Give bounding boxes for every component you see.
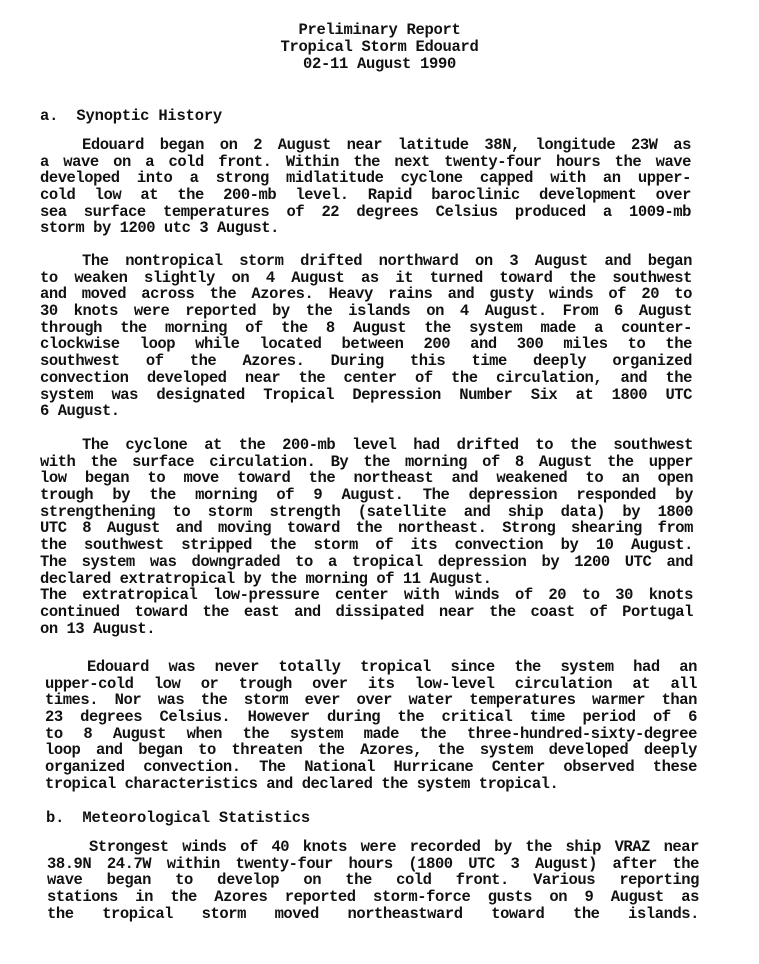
text-line: The extratropical low-pressure center with winds of 20 to 30 knots	[40, 586, 693, 605]
text-line: the southwest stripped the storm of its convection by 10 August.	[40, 536, 693, 555]
text-line: system was designated Tropical Depression Number Six at 1800 UTC	[40, 385, 692, 404]
text-line: tropical characteristics and declared the system tropical.	[45, 774, 559, 793]
storm-dates: 02-11 August 1990	[302, 55, 457, 73]
text-line: stations in the Azores reported storm-force gusts on 9 August as	[47, 888, 699, 907]
text-line: clockwise loop while located between 200 and 300 miles to the	[40, 335, 692, 354]
text-line: 23 degrees Celsius. However during the critical time period of 6	[45, 708, 697, 727]
text-line: Edouard was never totally tropical since the system had an	[87, 658, 697, 676]
text-line: a wave on a cold front. Within the next twenty-four hours the wave	[40, 152, 691, 171]
text-line: wave began to develop on the cold front. Various reporting	[47, 871, 699, 890]
text-line: The cyclone at the 200-mb level had drifted to the southwest	[82, 436, 693, 454]
text-line: UTC 8 August and moving toward the northeast. Strong shearing from	[40, 519, 693, 538]
text-line: on 13 August.	[40, 619, 156, 638]
text-line: Strongest winds of 40 knots were recorded by the ship VRAZ near	[89, 838, 699, 856]
storm-name: Tropical Storm Edouard	[280, 38, 479, 56]
text-line: convection developed near the center of the circulation, and the	[40, 368, 692, 387]
text-line: strengthening to storm strength (satellite and ship data) by 1800	[40, 502, 693, 521]
text-line: to weaken slightly on 4 August as it turned toward the southwest	[40, 268, 692, 287]
text-line: developed into a strong midlatitude cyclone capped with an upper-	[40, 169, 691, 188]
text-line: organized convection. The National Hurricane Center observed these	[45, 758, 697, 777]
paragraph	[45, 659, 697, 793]
section-heading-meteorological-statistics: b. Meteorological Statistics	[46, 809, 310, 827]
text-line: with the surface circulation. By the morning of 8 August the upper	[40, 452, 693, 471]
text-line: storm by 1200 utc 3 August.	[40, 219, 279, 238]
text-line: and moved across the Azores. Heavy rains and gusty winds of 20 to	[40, 285, 692, 304]
paragraph	[40, 253, 692, 420]
text-line: low began to move toward the northeast and weakened to an open	[40, 469, 693, 488]
text-line: Edouard began on 2 August near latitude 38N, longitude 23W as	[82, 136, 691, 154]
text-line: loop and began to threaten the Azores, the system developed deeply	[45, 741, 697, 760]
paragraph	[47, 839, 699, 922]
text-line: declared extratropical by the morning of 11 August.	[40, 569, 492, 588]
section-heading-synoptic-history: a. Synoptic History	[40, 107, 223, 125]
text-line: sea surface temperatures of 22 degrees Celsius produced a 1009-mb	[40, 202, 691, 221]
text-line: through the morning of the 8 August the system made a counter-	[40, 318, 692, 337]
text-line: southwest of the Azores. During this time deeply organized	[40, 352, 692, 371]
text-line: 38.9N 24.7W within twenty-four hours (1800 UTC 3 August) after the	[47, 854, 699, 873]
text-line: upper-cold low or trough over its low-level circulation at all	[45, 674, 697, 693]
text-line: The nontropical storm drifted northward on 3 August and began	[82, 252, 692, 270]
report-title: Preliminary Report	[298, 21, 461, 39]
paragraph	[40, 137, 691, 237]
text-line: continued toward the east and dissipated near the coast of Portugal	[40, 602, 693, 621]
text-line: cold low at the 200-mb level. Rapid baroclinic development over	[40, 186, 691, 205]
paragraph	[40, 437, 693, 637]
text-line: trough by the morning of 9 August. The depression responded by	[40, 486, 693, 505]
text-line: to 8 August when the system made the three-hundred-sixty-degree	[45, 724, 697, 743]
text-line: 30 knots were reported by the islands on 4 August. From 6 August	[40, 302, 692, 321]
text-line: 6 August.	[40, 402, 120, 421]
text-line: times. Nor was the storm ever over water temperatures warmer than	[45, 691, 697, 710]
text-line: the tropical storm moved northeastward toward the islands.	[47, 904, 699, 923]
text-line: The system was downgraded to a tropical depression by 1200 UTC and	[40, 552, 693, 571]
